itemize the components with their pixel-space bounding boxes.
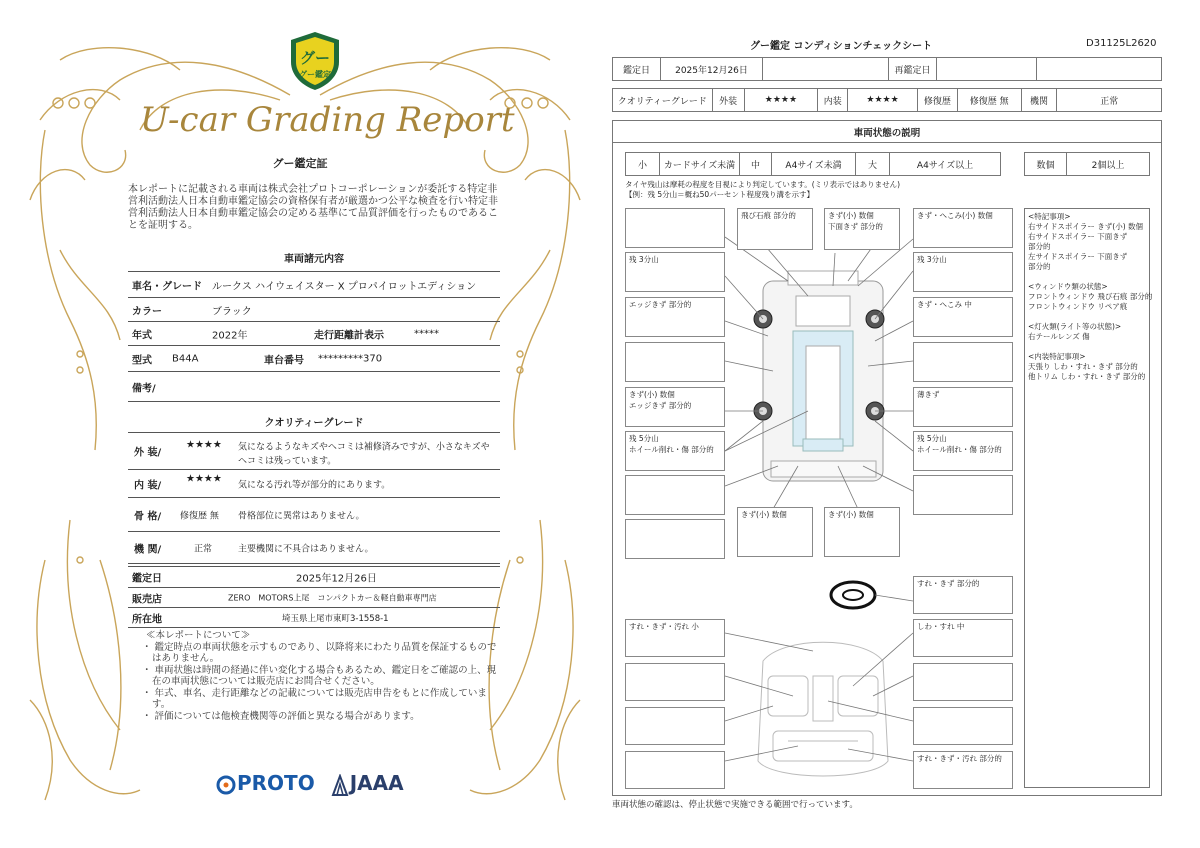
date-row: 鑑定日 2025年12月26日	[128, 566, 500, 588]
special-note-line: 右サイドスポイラー 下面きず	[1028, 232, 1128, 241]
shop-row: 販売店 ZERO MOTORS上尾 コンパクトカー＆軽自動車専門店	[128, 588, 500, 608]
certificate-title: グー鑑定証	[272, 157, 328, 170]
ext-box-left-edge: エッジきず 部分的	[625, 297, 725, 337]
int-box-left-4	[625, 751, 725, 789]
ext-box-left-tire-rear: 残 5分山 ホイール削れ・傷 部分的	[625, 431, 725, 471]
int-box-left-1: すれ・きず・汚れ 小	[625, 619, 725, 657]
ext-box-right-mid: 薄きず	[913, 387, 1013, 427]
proto-logo: PROTO	[215, 771, 315, 796]
certificate-intro: 本レポートに記載される車両は株式会社プロトコーポレーションが委託する特定非営利活動法人日本自動車鑑定協会の資格保有者が厳選かつ公平な検査を行い特定非営利活動法人日本自動車鑑定協会の定める基準にて品質評価を行ったものであることを証明する。	[128, 184, 498, 231]
address-row: 所在地 埼玉県上尾市東町3-1558-1	[128, 608, 500, 628]
ext-box-left-mid: きず(小) 数個 エッジきず 部分的	[625, 387, 725, 427]
car-interior-drawing	[758, 642, 888, 776]
special-note-line: <灯火類(ライト等の状態)>	[1028, 322, 1122, 331]
special-note-line: <ウィンドウ類の状態>	[1028, 282, 1108, 291]
name-value: ルークス ハイウェイスター X プロパイロットエディション	[212, 281, 477, 292]
grade-table: クオリティーグレード 外装 ★★★★ 内装 ★★★★ 修復歴 修復歴 無 機関 正常	[612, 88, 1162, 112]
color-row: カラー ブラック	[128, 298, 500, 322]
svg-text:グー: グー	[299, 49, 331, 67]
ext-box-right-bottom	[913, 475, 1013, 515]
special-note-line: <内装特記事項>	[1028, 352, 1086, 361]
special-note-line: 右テールレンズ 傷	[1028, 332, 1090, 341]
int-box-right-2	[913, 663, 1013, 701]
special-note-line: 左サイドスポイラー 下面きず	[1028, 252, 1128, 261]
tire-note: タイヤ残山は摩耗の程度を目視により判定しています。(ミリ表示ではありません) 【例：残 5分山＝概ね50パーセント程度残り溝を示す】	[625, 180, 901, 199]
engine-row: 機 関/ 正常 主要機関に不具合はありません。	[128, 532, 500, 564]
exterior-stars: ★★★★	[186, 439, 222, 451]
ext-box-left-1	[625, 208, 725, 248]
footer-logos	[215, 770, 404, 800]
ext-box-right-empty	[913, 342, 1013, 382]
int-box-right-3	[913, 707, 1013, 745]
int-box-right-bottom: すれ・きず・汚れ 部分的	[913, 751, 1013, 789]
car-exterior-drawing	[754, 271, 884, 481]
special-note-line	[1028, 312, 1146, 322]
size-legend: 小 カードサイズ未満 中 A4サイズ未満 大 A4サイズ以上	[625, 152, 1001, 176]
special-note-line	[1028, 342, 1146, 352]
ext-box-top-1: 飛び石痕 部分的	[737, 208, 813, 250]
ext-box-left-bottom	[625, 475, 725, 515]
ext-box-right-1: きず・へこみ(小) 数個	[913, 208, 1013, 248]
special-note-line: 部分的	[1028, 262, 1051, 271]
goo-kantei-badge	[287, 30, 343, 92]
sheet-footer: 車両状態の確認は、停止状態で実施できる範囲で行っています。	[612, 800, 858, 810]
ext-box-right-dent: きず・へこみ 中	[913, 297, 1013, 337]
report-script-title: U-car Grading Report	[140, 100, 515, 140]
model-row: 型式 B44A 車台番号 *********370	[128, 346, 500, 372]
ext-box-bottom-2: きず(小) 数個	[824, 507, 900, 557]
count-legend: 数個 2個以上	[1024, 152, 1150, 176]
svg-text:グー鑑定: グー鑑定	[299, 70, 331, 79]
jaaa-logo: JAAA	[330, 771, 404, 796]
year-row: 年式 2022年 走行距離計表示 *****	[128, 322, 500, 346]
special-note-line: <特記事項>	[1028, 212, 1071, 221]
doc-id: D31125L2620	[1086, 38, 1157, 49]
ext-box-left-tire-front: 残 3分山	[625, 252, 725, 292]
special-note-line	[1028, 272, 1146, 282]
int-box-left-2	[625, 663, 725, 701]
condition-check-sheet	[600, 0, 1200, 848]
ext-box-bottom-1: きず(小) 数個	[737, 507, 813, 557]
int-box-right-1: しわ・すれ 中	[913, 619, 1013, 657]
grade-header: クオリティーグレード	[264, 418, 364, 429]
special-notes-box	[1024, 208, 1153, 788]
ext-box-right-tire-front: 残 3分山	[913, 252, 1013, 292]
interior-stars: ★★★★	[186, 473, 222, 485]
specs-header: 車両諸元内容	[284, 254, 344, 265]
frame-row: 骨 格/ 修復歴 無 骨格部位に異常はありません。	[128, 498, 500, 532]
ext-box-left-empty	[625, 342, 725, 382]
special-note-line: フロントウィンドウ 飛び石痕 部分的	[1028, 292, 1153, 301]
special-note-line: 他トリム しわ・すれ・きず 部分的	[1028, 372, 1146, 381]
ext-box-right-tire-rear: 残 5分山 ホイール削れ・傷 部分的	[913, 431, 1013, 471]
special-note-line: 部分的	[1028, 242, 1051, 251]
interior-row: 内 装/ ★★★★ 気になる汚れ等が部分的にあります。	[128, 470, 500, 498]
date-table: 鑑定日 2025年12月26日 再鑑定日	[612, 57, 1162, 81]
special-note-line: フロントウィンドウ リペア痕	[1028, 302, 1128, 311]
ext-box-left-bottom-2	[625, 519, 725, 559]
color-value: ブラック	[212, 306, 252, 317]
exterior-row: 外 装/ ★★★★ 気になるようなキズやヘコミは補修済みですが、小さなキズや ヘコミは残っています。	[128, 432, 500, 470]
special-note-line: 天張り しわ・すれ・きず 部分的	[1028, 362, 1138, 371]
special-note-line: 右サイドスポイラー きず(小) 数個	[1028, 222, 1144, 231]
vehicle-condition-section: 車両状態の説明 小 カードサイズ未満 中 A4サイズ未満 大 A4サイズ以上 数個 2個以上 タイヤ残山は摩耗の程度を目視により判定しています。(ミリ表示ではありません) 【例：残 5分山＝概ね50パーセント程度残り溝を示す】 <特記事項> 右サイドスポイラー きず(小) 数個 右サイドスポイラー 下面きず 部分的 左サイドスポイラー 下面きず 部分的 <ウィンドウ類の状態> フロントウィンドウ 飛び石痕 部分的 フロントウィンドウ リペア痕 <灯火類(ライト等の状態)> 右テールレンズ 傷 <内装特記事項> 天張り しわ・すれ・きず 部分的 他トリム しわ・すれ・きず 部分的 残 3分山 エッジきず 部分的 きず(小) 数個 エッジきず 部分的 残 5分山 ホイール削れ・傷 部分的 飛び石痕 部分的 きず(小) 数個 下面きず 部分的 きず・へこみ(小) 数個 残 3分山 きず・へこみ 中 薄きず 残 5分山 ホイール削れ・傷 部分的 きず(小) 数個 きず(小) 数個 すれ・きず 部分的 すれ・きず・汚れ 小 しわ・すれ 中 すれ・きず・汚れ 部分的	[612, 120, 1162, 796]
ext-box-top-2: きず(小) 数個 下面きず 部分的	[824, 208, 900, 250]
remarks-row: 備考/	[128, 372, 500, 402]
int-box-steering: すれ・きず 部分的	[913, 576, 1013, 614]
report-notes: ≪本レポートについて≫ ・ 鑑定時点の車両状態を示すものであり、以降将来にわたり品質を保証するものではありません。 ・ 車両状態は時間の経過に伴い変化する場合もあるため、鑑定日をご確認の上、現在の車両状態については販売店にお問合せください。 ・ 年式、車名、走行距離などの記載については販売店申告をもとに作成しています。 ・ 評価については他検査機関等の評価と異なる場合があります。	[142, 630, 497, 722]
sheet-title: グー鑑定 コンディションチェックシート	[750, 41, 933, 52]
steering-wheel-icon	[831, 582, 913, 608]
int-box-left-3	[625, 707, 725, 745]
name-row: 車名・グレード ルークス ハイウェイスター X プロパイロットエディション	[128, 271, 500, 298]
